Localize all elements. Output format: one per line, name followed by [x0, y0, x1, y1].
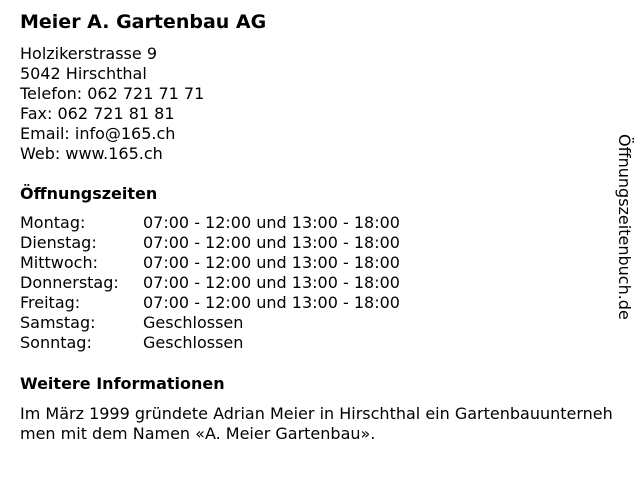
- hours-value: 07:00 - 12:00 und 13:00 - 18:00: [143, 293, 400, 312]
- contact-block: [20, 44, 204, 164]
- hours-value: Geschlossen: [143, 333, 244, 352]
- day-label: Montag:: [20, 213, 86, 232]
- opening-hours-table: [20, 213, 400, 353]
- hours-value: 07:00 - 12:00 und 13:00 - 18:00: [143, 273, 400, 292]
- day-label: Donnerstag:: [20, 273, 119, 292]
- hours-row-thursday: [20, 273, 400, 293]
- business-name: Meier A. Gartenbau AG: [20, 11, 267, 33]
- hours-value: 07:00 - 12:00 und 13:00 - 18:00: [143, 213, 400, 232]
- day-label: Samstag:: [20, 313, 96, 332]
- day-label: Freitag:: [20, 293, 81, 312]
- hours-value: 07:00 - 12:00 und 13:00 - 18:00: [143, 253, 400, 272]
- hours-row-tuesday: [20, 233, 400, 253]
- hours-row-sunday: [20, 333, 400, 353]
- hours-row-saturday: [20, 313, 400, 333]
- email-address: Email: info@165.ch: [20, 124, 176, 143]
- opening-hours-heading: Öffnungszeiten: [20, 184, 158, 203]
- day-label: Mittwoch:: [20, 253, 98, 272]
- more-info-heading: Weitere Informationen: [20, 374, 225, 393]
- day-label: Sonntag:: [20, 333, 92, 352]
- hours-row-wednesday: [20, 253, 400, 273]
- phone-number: Telefon: 062 721 71 71: [20, 84, 205, 103]
- hours-value: Geschlossen: [143, 313, 244, 332]
- more-info-text: Im März 1999 gründete Adrian Meier in Hirschthal ein Gartenbauunternehmen mit dem Namen «A. Meier Gartenbau».: [20, 404, 613, 443]
- website: Web: www.165.ch: [20, 144, 163, 163]
- street-address: Holzikerstrasse 9: [20, 44, 157, 63]
- day-label: Dienstag:: [20, 233, 97, 252]
- fax-number: Fax: 062 721 81 81: [20, 104, 175, 123]
- source-watermark: Öffnungszeitenbuch.de: [615, 134, 634, 320]
- hours-value: 07:00 - 12:00 und 13:00 - 18:00: [143, 233, 400, 252]
- hours-row-friday: [20, 293, 400, 313]
- hours-row-monday: [20, 213, 400, 233]
- city-address: 5042 Hirschthal: [20, 64, 147, 83]
